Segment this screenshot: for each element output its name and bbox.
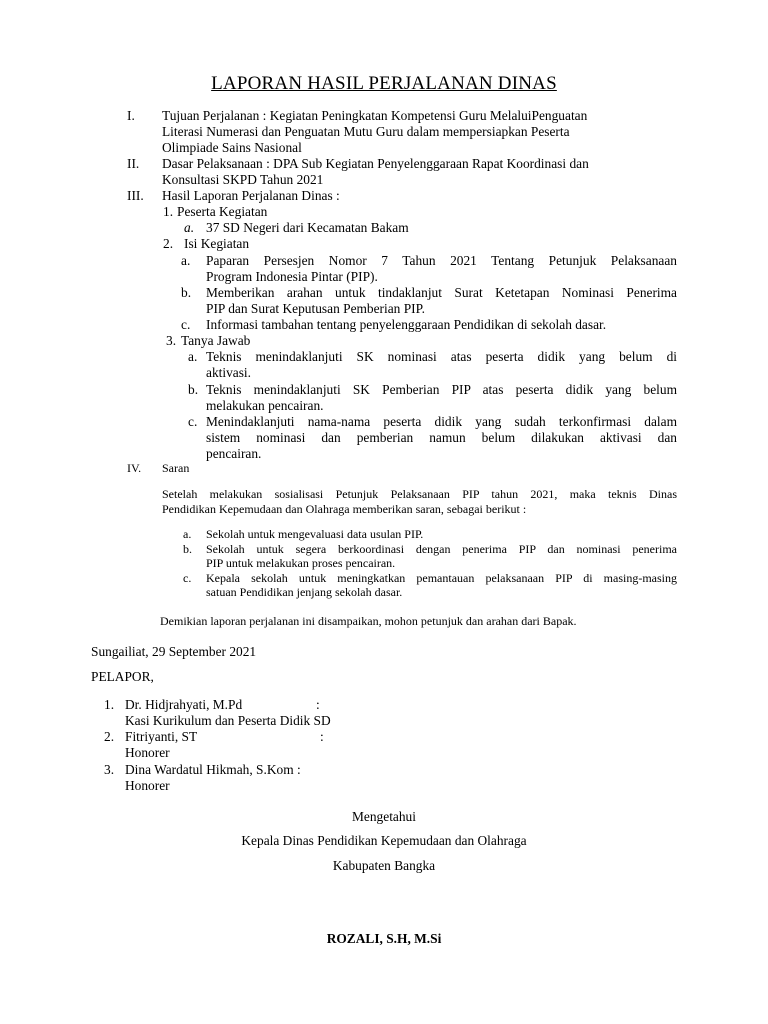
tanya-item-mark: a. — [188, 349, 198, 364]
isi-item-line: Program Indonesia Pintar (PIP). — [206, 269, 378, 284]
section-3-number: III. — [127, 188, 144, 203]
saran-intro-line: Pendidikan Kepemudaan dan Olahraga memberikan saran, sebagai berikut : — [162, 502, 527, 516]
peserta-number: 1. — [163, 204, 174, 219]
tanya-item-mark: c. — [188, 414, 198, 429]
isi-label: Isi Kegiatan — [184, 236, 250, 251]
section-1-line: Tujuan Perjalanan : Kegiatan Peningkatan Kompetensi Guru MelaluiPenguatan — [162, 108, 588, 123]
pelapor-role: Honorer — [125, 745, 170, 760]
saran-item-line: PIP untuk melakukan proses pencairan. — [206, 556, 396, 570]
section-4-number: IV. — [127, 461, 142, 475]
section-3-heading: Hasil Laporan Perjalanan Dinas : — [162, 188, 340, 203]
pelapor-number: 1. — [104, 697, 115, 712]
section-4-heading: Saran — [162, 461, 190, 475]
saran-intro-line: Setelah melakukan sosialisasi Petunjuk Pelaksanaan PIP tahun 2021, maka teknis Dinas — [162, 487, 677, 501]
signatory-name: ROZALI, S.H, M.Si — [326, 931, 442, 946]
closing-statement: Demikian laporan perjalanan ini disampaikan, mohon petunjuk dan arahan dari Bapak. — [160, 614, 577, 628]
section-1-line: Olimpiade Sains Nasional — [162, 140, 302, 155]
saran-item-mark: a. — [183, 527, 192, 541]
pelapor-role: Honorer — [125, 778, 170, 793]
tanya-item-line: melakukan pencairan. — [206, 398, 324, 413]
peserta-item: 37 SD Negeri dari Kecamatan Bakam — [206, 220, 409, 235]
section-1-line: Literasi Numerasi dan Penguatan Mutu Guru dalam mempersiapkan Peserta — [162, 124, 570, 139]
peserta-label: Peserta Kegiatan — [177, 204, 268, 219]
pelapor-colon: : — [316, 697, 320, 712]
isi-item-line: Informasi tambahan tentang penyelenggaraan Pendidikan di sekolah dasar. — [206, 317, 607, 332]
approver-position: Kepala Dinas Pendidikan Kepemudaan dan Olahraga — [241, 833, 527, 848]
isi-item-line: Paparan Persesjen Nomor 7 Tahun 2021 Tentang Petunjuk Pelaksanaan — [206, 253, 677, 268]
isi-item-mark: a. — [181, 253, 191, 268]
place-date: Sungailiat, 29 September 2021 — [91, 644, 257, 659]
pelapor-name: Fitriyanti, ST — [125, 729, 198, 744]
tanya-item-line: pencairan. — [206, 446, 262, 461]
saran-item-line: Sekolah untuk segera berkoordinasi dengan penerima PIP dan nominasi penerima — [206, 542, 677, 556]
mengetahui-label: Mengetahui — [352, 809, 416, 824]
pelapor-colon: : — [320, 729, 324, 744]
tanya-number: 3. — [166, 333, 177, 348]
isi-item-mark: c. — [181, 317, 191, 332]
isi-number: 2. — [163, 236, 174, 251]
saran-item-mark: c. — [183, 571, 192, 585]
tanya-item-line: sistem nominasi dan pemberian namun belum dilakukan aktivasi dan — [206, 430, 677, 445]
saran-item-line: satuan Pendidikan jenjang sekolah dasar. — [206, 585, 403, 599]
isi-item-line: Memberikan arahan untuk tindaklanjut Surat Ketetapan Nominasi Penerima — [206, 285, 677, 300]
section-2-number: II. — [127, 156, 140, 171]
tanya-item-mark: b. — [188, 382, 199, 397]
tanya-item-line: aktivasi. — [206, 365, 251, 380]
isi-item-mark: b. — [181, 285, 192, 300]
pelapor-number: 2. — [104, 729, 115, 744]
pelapor-label: PELAPOR, — [91, 669, 154, 684]
pelapor-name: Dina Wardatul Hikmah, S.Kom : — [125, 762, 301, 777]
pelapor-name: Dr. Hidjrahyati, M.Pd — [125, 697, 243, 712]
pelapor-number: 3. — [104, 762, 115, 777]
tanya-item-line: Menindaklanjuti nama-nama peserta didik yang sudah terkonfirmasi dalam — [206, 414, 677, 429]
saran-item-line: Kepala sekolah untuk meningkatkan pemantauan pelaksanaan PIP di masing-masing — [206, 571, 677, 585]
peserta-item-mark: a. — [184, 220, 195, 235]
pelapor-role: Kasi Kurikulum dan Peserta Didik SD — [125, 713, 331, 728]
saran-item-mark: b. — [183, 542, 192, 556]
tanya-label: Tanya Jawab — [181, 333, 251, 348]
section-2-line: Dasar Pelaksanaan : DPA Sub Kegiatan Penyelenggaraan Rapat Koordinasi dan — [162, 156, 589, 171]
page-title: LAPORAN HASIL PERJALANAN DINAS — [211, 73, 557, 94]
tanya-item-line: Teknis menindaklanjuti SK nominasi atas peserta didik yang belum di — [206, 349, 677, 364]
tanya-item-line: Teknis menindaklanjuti SK Pemberian PIP atas peserta didik yang belum — [206, 382, 677, 397]
section-1-number: I. — [127, 108, 135, 123]
saran-item-line: Sekolah untuk mengevaluasi data usulan PIP. — [206, 527, 424, 541]
isi-item-line: PIP dan Surat Keputusan Pemberian PIP. — [206, 301, 425, 316]
section-2-line: Konsultasi SKPD Tahun 2021 — [162, 172, 324, 187]
approver-region: Kabupaten Bangka — [332, 858, 436, 873]
